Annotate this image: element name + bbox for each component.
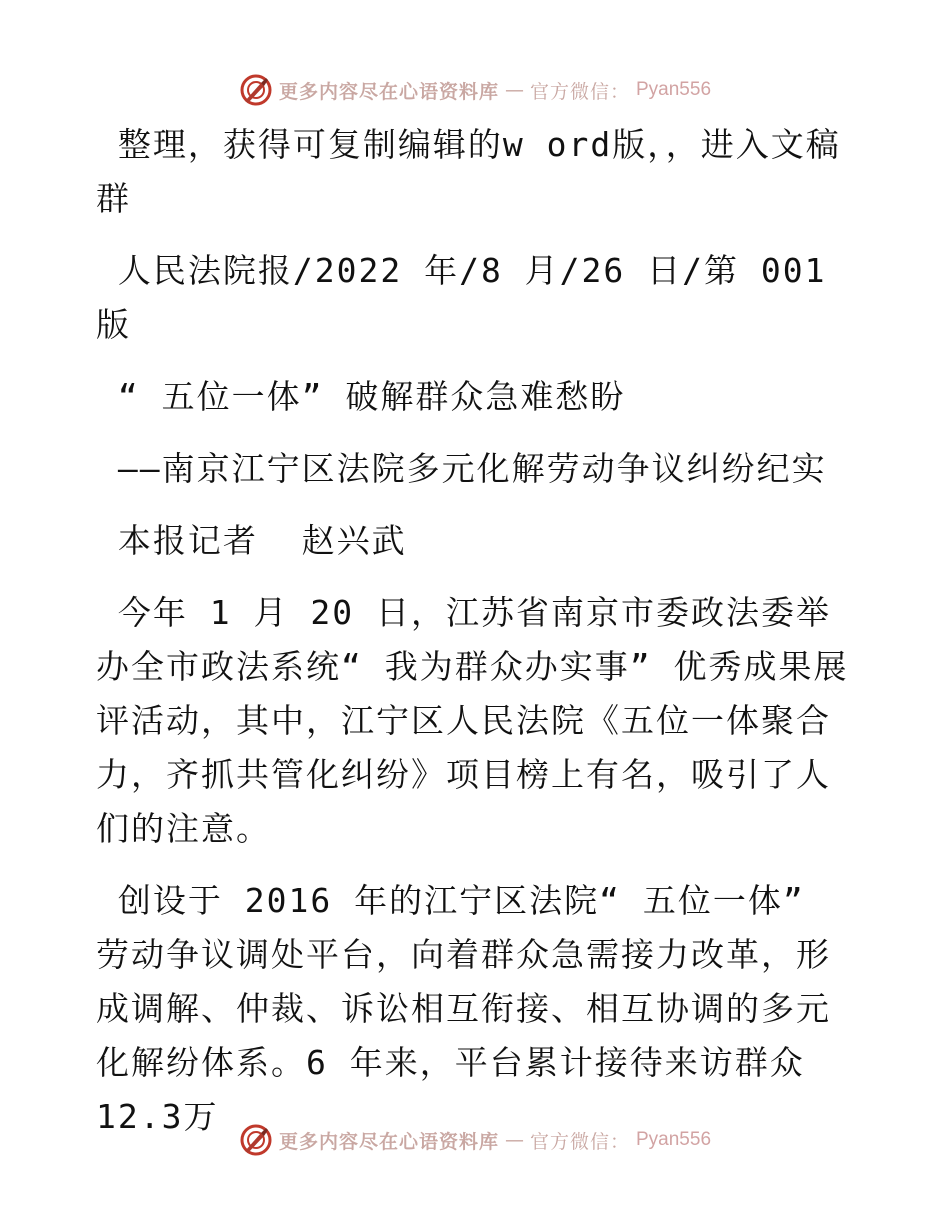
header-wechat-label: 官方微信： [529,80,630,103]
footer-brand-text: 更多内容尽在心语资料库 [278,1130,499,1153]
article-subtitle: ——南京江宁区法院多元化解劳动争议纠纷纪实 [96,449,827,488]
byline: 本报记者 赵兴武 [96,521,407,560]
header-brand-text: 更多内容尽在心语资料库 [278,80,499,103]
source-line: 人民法院报/2022 年/8 月/26 日/第 001 版 [96,251,849,344]
header-separator: — [504,79,524,101]
footer-watermark-banner [0,1120,950,1160]
pen-logo-icon [239,1123,273,1157]
pen-logo-icon [239,73,273,107]
article-title: “ 五位一体” 破解群众急难愁盼 [96,377,626,416]
footer-separator: — [504,1129,524,1151]
footer-wechat-label: 官方微信： [529,1130,630,1153]
body-paragraph-1: 今年 1 月 20 日，江苏省南京市委政法委举办全市政法系统“ 我为群众办实事” 优秀成果展评活动，其中，江宁区人民法院《五位一体聚合力，齐抓共管化纠纷》项目榜上有名，吸引了人们的注意。 [96,593,849,848]
body-paragraph-2: 创设于 2016 年的江宁区法院“ 五位一体” 劳动争议调处平台，向着群众急需接力改革，形成调解、仲裁、诉讼相互衔接、相互协调的多元化解纷体系。6 年来，平台累计接待来访群众 12.3万 [96,881,831,1136]
header-watermark-banner [0,70,950,110]
header-wechat-id: Pyan556 [636,79,712,100]
document-body [96,118,856,1144]
intro-paragraph: 整理，获得可复制编辑的w ord版，，进入文稿群 [96,125,841,218]
footer-wechat-id: Pyan556 [636,1129,712,1150]
